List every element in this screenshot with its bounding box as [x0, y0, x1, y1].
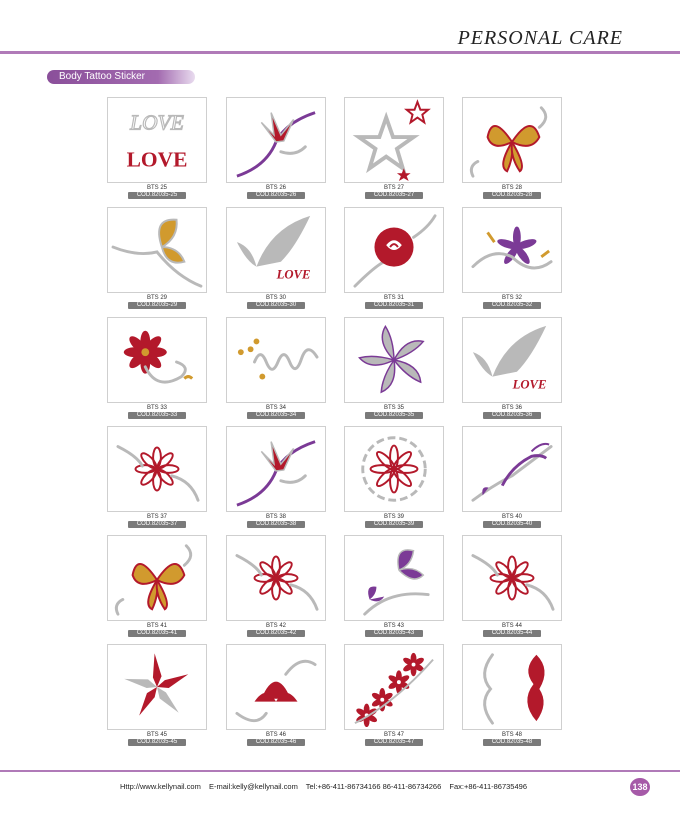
product-number: BTS 32 [501, 295, 522, 301]
product-cod: COD.82035-28 [483, 192, 541, 199]
product-number: BTS 47 [383, 732, 404, 738]
product-number: BTS 35 [383, 405, 404, 411]
tattoo-image [344, 426, 444, 512]
tattoo-image [344, 535, 444, 621]
product-code [483, 405, 541, 419]
product-card[interactable] [344, 535, 444, 637]
product-cod: COD.82035-33 [128, 412, 186, 419]
product-number: BTS 43 [383, 623, 404, 629]
svg-text:LOVE: LOVE [130, 110, 184, 135]
product-cod: COD.82035-46 [247, 739, 305, 746]
product-card[interactable] [226, 207, 326, 309]
page-number: 138 [630, 778, 650, 796]
svg-text:LOVE: LOVE [512, 377, 547, 392]
tattoo-image [462, 535, 562, 621]
product-code [128, 514, 186, 528]
product-cod: COD.82035-35 [365, 412, 423, 419]
product-card[interactable] [462, 317, 562, 419]
product-card[interactable] [226, 97, 326, 199]
product-number: BTS 37 [146, 514, 167, 520]
product-number: BTS 29 [146, 295, 167, 301]
product-card[interactable] [226, 644, 326, 746]
footer-fax: Fax:+86-411-86735496 [449, 782, 527, 791]
page-title: PERSONAL CARE [457, 27, 623, 49]
footer-rule [0, 770, 680, 772]
product-number: BTS 38 [265, 514, 286, 520]
footer-email[interactable]: E-mail:kelly@kellynail.com [208, 782, 298, 791]
product-card[interactable] [226, 317, 326, 419]
product-code [365, 185, 423, 199]
product-card[interactable] [226, 426, 326, 528]
product-code [483, 295, 541, 309]
footer-website[interactable]: Http://www.kellynail.com [120, 782, 201, 791]
product-code [365, 623, 423, 637]
product-cod: COD.82035-26 [247, 192, 305, 199]
tattoo-image [462, 207, 562, 293]
product-number: BTS 44 [501, 623, 522, 629]
product-card[interactable] [462, 644, 562, 746]
product-card[interactable] [344, 317, 444, 419]
header-rule [0, 51, 680, 54]
product-card[interactable] [344, 426, 444, 528]
product-number: BTS 46 [265, 732, 286, 738]
product-number: BTS 26 [265, 185, 286, 191]
product-code [365, 295, 423, 309]
product-number: BTS 36 [501, 405, 522, 411]
tattoo-image [462, 426, 562, 512]
product-code [247, 405, 305, 419]
product-card[interactable] [226, 535, 326, 637]
product-code [128, 185, 186, 199]
product-cod: COD.82035-39 [365, 521, 423, 528]
product-code [365, 514, 423, 528]
product-card[interactable] [462, 207, 562, 309]
product-code [128, 623, 186, 637]
product-number: BTS 28 [501, 185, 522, 191]
product-code [365, 405, 423, 419]
tattoo-image [107, 535, 207, 621]
tattoo-image [462, 97, 562, 183]
product-number: BTS 34 [265, 405, 286, 411]
product-code [247, 514, 305, 528]
product-number: BTS 39 [383, 514, 404, 520]
product-card[interactable] [107, 97, 207, 199]
product-cod: COD.82035-34 [247, 412, 305, 419]
product-cod: COD.82035-36 [483, 412, 541, 419]
product-code [247, 732, 305, 746]
tattoo-image [344, 97, 444, 183]
tattoo-image [226, 535, 326, 621]
product-card[interactable] [107, 535, 207, 637]
product-number: BTS 30 [265, 295, 286, 301]
product-card[interactable] [344, 644, 444, 746]
product-code [247, 185, 305, 199]
product-grid [107, 97, 564, 752]
product-cod: COD.82035-29 [128, 302, 186, 309]
product-number: BTS 48 [501, 732, 522, 738]
product-cod: COD.82035-32 [483, 302, 541, 309]
svg-text:LOVE: LOVE [276, 267, 311, 282]
product-code [247, 295, 305, 309]
tattoo-image [107, 644, 207, 730]
product-cod: COD.82035-48 [483, 739, 541, 746]
section-label: Body Tattoo Sticker [47, 70, 195, 84]
product-number: BTS 45 [146, 732, 167, 738]
product-number: BTS 27 [383, 185, 404, 191]
product-card[interactable] [344, 97, 444, 199]
product-number: BTS 33 [146, 405, 167, 411]
product-cod: COD.82035-25 [128, 192, 186, 199]
product-card[interactable] [462, 97, 562, 199]
product-number: BTS 41 [146, 623, 167, 629]
tattoo-image [344, 317, 444, 403]
product-code [483, 185, 541, 199]
product-cod: COD.82035-31 [365, 302, 423, 309]
tattoo-image [344, 644, 444, 730]
product-code [483, 623, 541, 637]
tattoo-image [226, 97, 326, 183]
product-cod: COD.82035-40 [483, 521, 541, 528]
product-code [128, 295, 186, 309]
tattoo-image [226, 644, 326, 730]
product-card[interactable] [462, 426, 562, 528]
tattoo-image [226, 426, 326, 512]
product-card[interactable] [107, 426, 207, 528]
tattoo-image [107, 317, 207, 403]
product-code [483, 514, 541, 528]
tattoo-image [107, 207, 207, 293]
product-cod: COD.82035-37 [128, 521, 186, 528]
product-card[interactable] [107, 644, 207, 746]
product-card[interactable] [107, 317, 207, 419]
footer-tel: Tel:+86-411-86734166 86-411-86734266 [305, 782, 442, 791]
product-code [128, 732, 186, 746]
product-cod: COD.82035-38 [247, 521, 305, 528]
product-card[interactable] [462, 535, 562, 637]
product-number: BTS 40 [501, 514, 522, 520]
tattoo-image [344, 207, 444, 293]
product-cod: COD.82035-44 [483, 630, 541, 637]
product-code [365, 732, 423, 746]
product-cod: COD.82035-47 [365, 739, 423, 746]
product-number: BTS 31 [383, 295, 404, 301]
product-cod: COD.82035-43 [365, 630, 423, 637]
product-cod: COD.82035-42 [247, 630, 305, 637]
product-code [483, 732, 541, 746]
tattoo-image [462, 317, 562, 403]
product-cod: COD.82035-45 [128, 739, 186, 746]
tattoo-image [462, 644, 562, 730]
footer-contact [120, 782, 533, 791]
product-card[interactable] [107, 207, 207, 309]
product-cod: COD.82035-30 [247, 302, 305, 309]
product-cod: COD.82035-41 [128, 630, 186, 637]
svg-text:LOVE: LOVE [126, 147, 188, 172]
tattoo-image [226, 207, 326, 293]
product-number: BTS 42 [265, 623, 286, 629]
product-card[interactable] [344, 207, 444, 309]
tattoo-image [107, 97, 207, 183]
product-number: BTS 25 [146, 185, 167, 191]
product-code [247, 623, 305, 637]
product-cod: COD.82035-27 [365, 192, 423, 199]
tattoo-image [107, 426, 207, 512]
product-code [128, 405, 186, 419]
tattoo-image [226, 317, 326, 403]
